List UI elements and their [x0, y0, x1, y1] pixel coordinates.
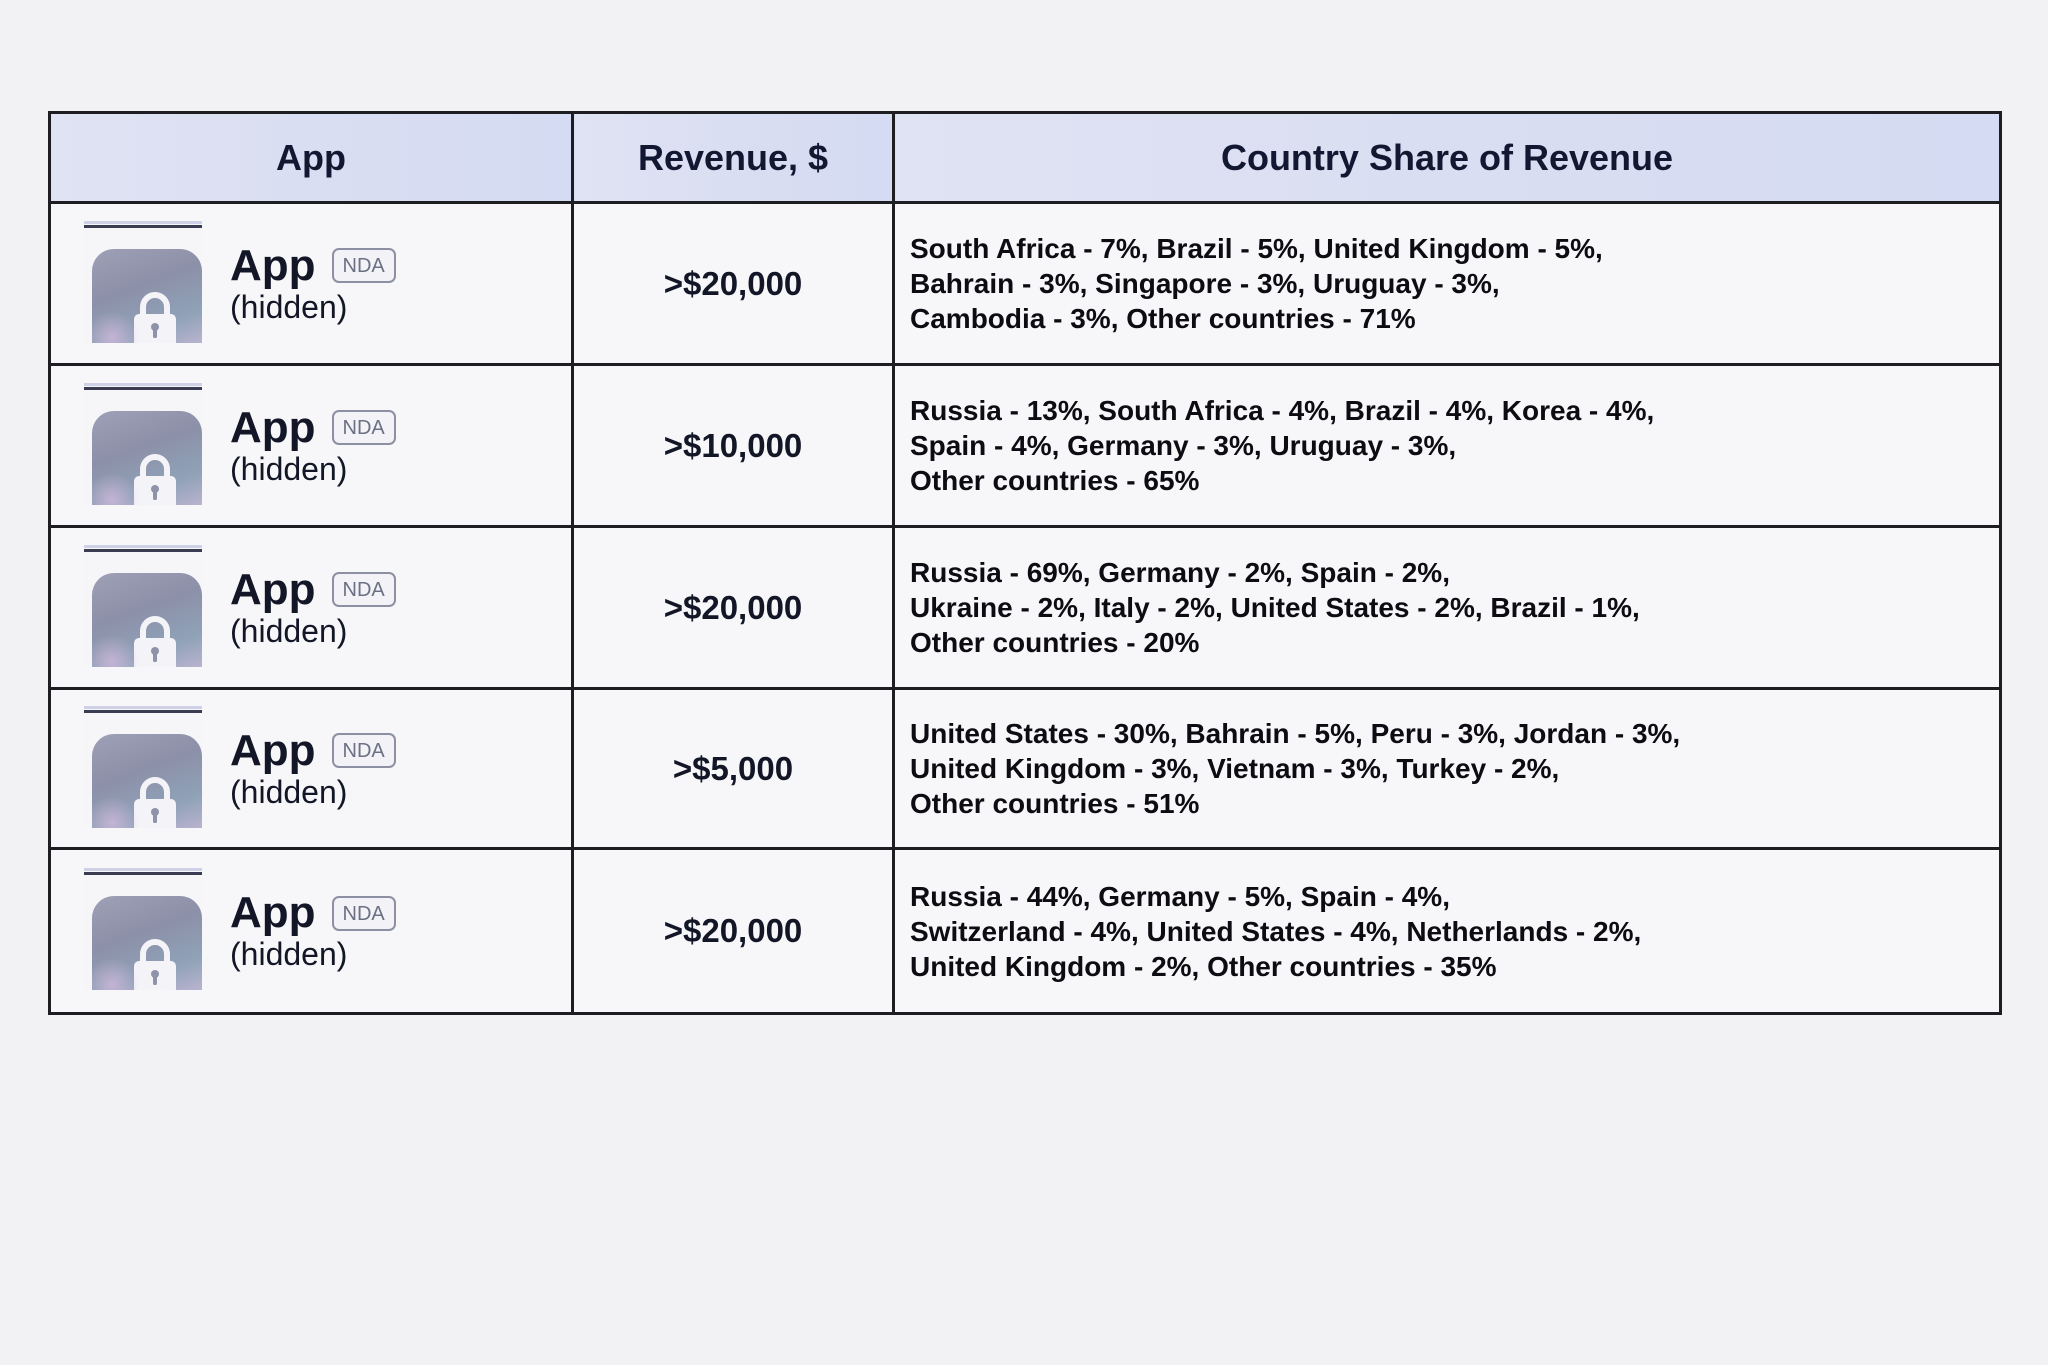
country-share-cell: [894, 365, 2001, 527]
lock-icon: [130, 613, 180, 667]
country-share-cell: [894, 203, 2001, 365]
country-share-line: Russia - 69%, Germany - 2%, Spain - 2%,: [910, 557, 1450, 588]
app-text: [230, 890, 396, 972]
nda-badge: NDA: [332, 410, 396, 445]
app-title-row: [230, 890, 396, 936]
app-thumbnail: [84, 549, 202, 667]
country-share-line: Switzerland - 4%, United States - 4%, Netherlands - 2%,: [910, 915, 1642, 947]
country-share-line: United States - 30%, Bahrain - 5%, Peru - 3%, Jordan - 3%,: [910, 718, 1681, 749]
table-row: [50, 527, 2001, 689]
app-title-row: [230, 240, 396, 290]
table-row: [50, 203, 2001, 365]
app-title-row: [230, 725, 396, 775]
app-info: [51, 387, 571, 505]
app-text: [230, 240, 396, 325]
country-share-line: South Africa - 7%, Brazil - 5%, United Kingdom - 5%,: [910, 233, 1603, 264]
app-cell: [50, 689, 573, 849]
app-icon-tile: [92, 734, 202, 828]
app-hidden-label: (hidden): [230, 288, 348, 325]
header-country-share: Country Share of Revenue: [894, 113, 2001, 203]
app-icon-tile: [92, 249, 202, 343]
thumbnail-accent-line: [84, 868, 202, 871]
thumbnail-accent-line: [84, 221, 202, 224]
app-cell: [50, 365, 573, 527]
thumbnail-accent-line: [84, 383, 202, 386]
country-share-line: Spain - 4%, Germany - 3%, Uruguay - 3%,: [910, 430, 1457, 461]
app-text: [230, 402, 396, 487]
header-revenue: Revenue, $: [573, 113, 894, 203]
lock-icon: [130, 774, 180, 828]
app-name: App: [230, 564, 316, 614]
country-share-line: Other countries - 20%: [910, 627, 1200, 658]
app-thumbnail: [84, 225, 202, 343]
country-share-cell: [894, 689, 2001, 849]
revenue-cell: >$20,000: [573, 203, 894, 365]
revenue-cell: >$5,000: [573, 689, 894, 849]
app-thumbnail: [84, 872, 202, 990]
country-share-line: Other countries - 51%: [910, 788, 1200, 819]
app-hidden-label: (hidden): [230, 450, 348, 487]
country-share-line: Ukraine - 2%, Italy - 2%, United States - 2%, Brazil - 1%,: [910, 592, 1640, 623]
app-hidden-label: (hidden): [230, 936, 348, 972]
app-hidden-label: (hidden): [230, 773, 348, 810]
app-icon-tile: [92, 411, 202, 505]
country-share-line: United Kingdom - 2%, Other countries - 35%: [910, 950, 1497, 982]
revenue-table: [48, 111, 2002, 1015]
thumbnail-accent-line: [84, 706, 202, 709]
country-share-line: Russia - 44%, Germany - 5%, Spain - 4%,: [910, 880, 1450, 912]
thumbnail-top-line: [84, 710, 202, 713]
app-cell: [50, 527, 573, 689]
table-row: [50, 849, 2001, 1014]
app-info: [51, 872, 571, 990]
country-share-line: Russia - 13%, South Africa - 4%, Brazil - 4%, Korea - 4%,: [910, 395, 1655, 426]
header-app: App: [50, 113, 573, 203]
country-share-line: Other countries - 65%: [910, 465, 1200, 496]
app-info: [51, 549, 571, 667]
revenue-cell: >$20,000: [573, 849, 894, 1014]
nda-badge: NDA: [332, 248, 396, 283]
app-text: [230, 564, 396, 649]
revenue-table-container: [48, 111, 1999, 1015]
country-share-line: Cambodia - 3%, Other countries - 71%: [910, 303, 1416, 334]
table-row: [50, 365, 2001, 527]
app-cell: [50, 203, 573, 365]
app-text: [230, 725, 396, 810]
app-title-row: [230, 402, 396, 452]
country-share-line: United Kingdom - 3%, Vietnam - 3%, Turkey - 2%,: [910, 753, 1560, 784]
country-share-line: Bahrain - 3%, Singapore - 3%, Uruguay - 3%,: [910, 268, 1500, 299]
app-thumbnail: [84, 387, 202, 505]
country-share-cell: [894, 527, 2001, 689]
country-share-cell: [894, 849, 2001, 1014]
thumbnail-top-line: [84, 225, 202, 228]
table-header-row: [50, 113, 2001, 203]
lock-icon: [130, 936, 180, 990]
nda-badge: NDA: [332, 896, 396, 931]
revenue-cell: >$20,000: [573, 527, 894, 689]
app-name: App: [230, 240, 316, 290]
app-title-row: [230, 564, 396, 614]
nda-badge: NDA: [332, 572, 396, 607]
thumbnail-accent-line: [84, 545, 202, 548]
lock-icon: [130, 289, 180, 343]
app-icon-tile: [92, 896, 202, 990]
nda-badge: NDA: [332, 733, 396, 768]
app-thumbnail: [84, 710, 202, 828]
thumbnail-top-line: [84, 387, 202, 390]
app-cell: [50, 849, 573, 1014]
app-name: App: [230, 402, 316, 452]
table-row: [50, 689, 2001, 849]
app-info: [51, 225, 571, 343]
thumbnail-top-line: [84, 872, 202, 875]
thumbnail-top-line: [84, 549, 202, 552]
table-body: [50, 203, 2001, 1014]
revenue-cell: >$10,000: [573, 365, 894, 527]
app-name: App: [230, 888, 316, 937]
lock-icon: [130, 451, 180, 505]
app-name: App: [230, 725, 316, 775]
app-info: [51, 710, 571, 828]
app-icon-tile: [92, 573, 202, 667]
app-hidden-label: (hidden): [230, 612, 348, 649]
